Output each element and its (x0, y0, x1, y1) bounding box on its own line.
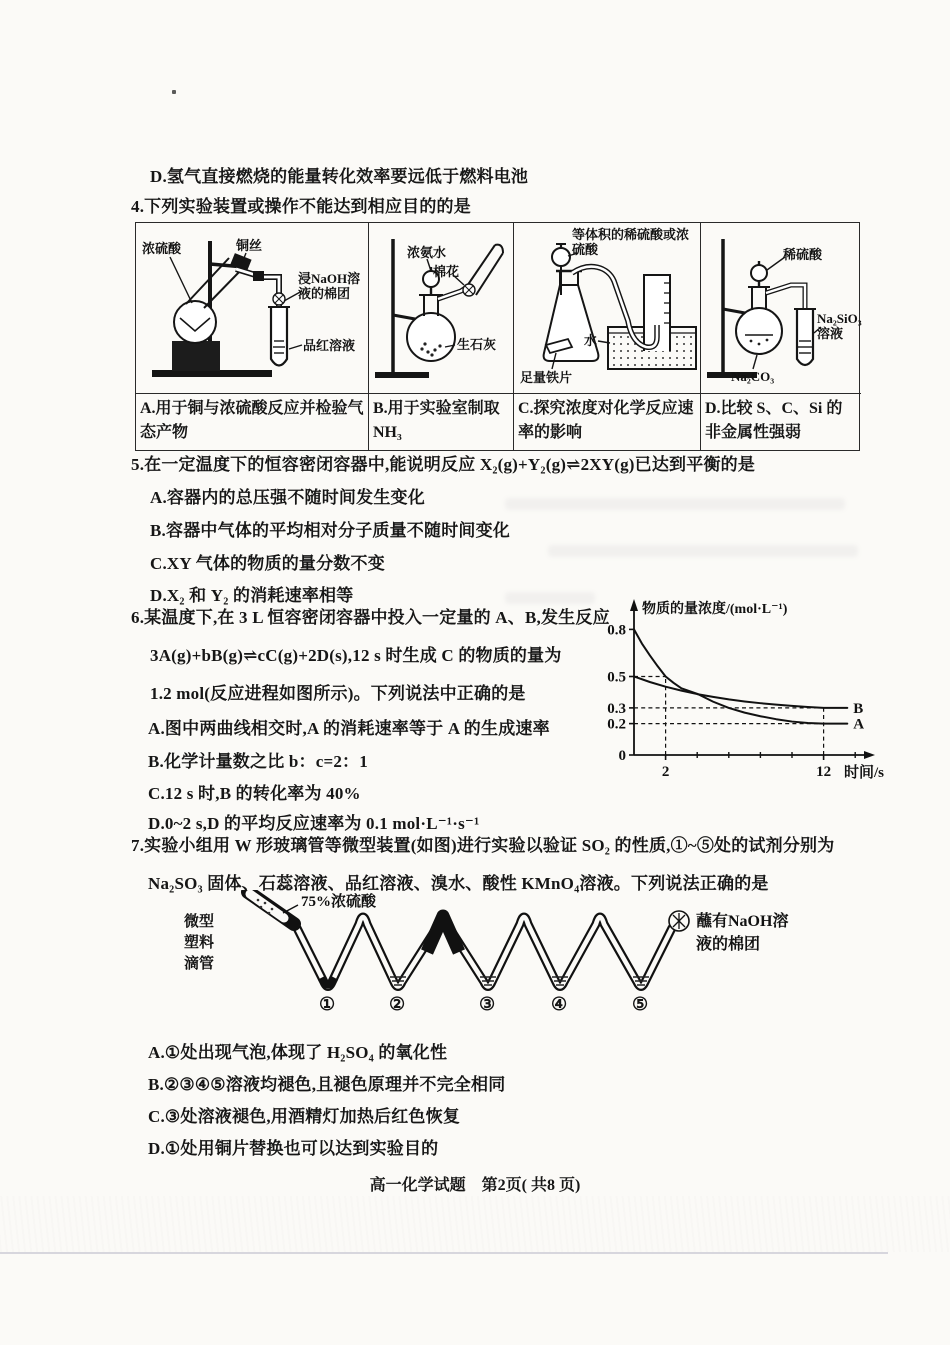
svg-text:0.5: 0.5 (607, 669, 626, 686)
wtube-position-1: ① (319, 994, 336, 1014)
q4-cell-b (369, 223, 514, 393)
label-sodium-silicate-solution: Na₂SiO₃溶液 (817, 311, 862, 342)
q6-option-b: B.化学计量数之比 b：c=2：1 (148, 752, 368, 771)
q6-option-c: C.12 s 时,B 的转化率为 40% (148, 784, 361, 803)
scan-edge-line (0, 1252, 888, 1254)
svg-text:时间/s: 时间/s (844, 765, 885, 781)
q4-cell-c (514, 223, 701, 393)
q7-wtube-diagram (180, 890, 880, 1030)
label-equal-volume-acid: 等体积的稀硫酸或浓硫酸 (572, 227, 690, 258)
q3-option-d: D.氢气直接燃烧的能量转化效率要远低于燃料电池 (150, 167, 529, 186)
apparatus-d-drawing (701, 223, 861, 393)
bleedthrough-ghost (505, 498, 845, 510)
label-micro-plastic-dropper: 微型塑料滴管 (184, 914, 215, 972)
wtube-position-4: ④ (551, 994, 568, 1014)
q4-apparatus-table (135, 222, 860, 451)
q7-stem-line1: 7.实验小组用 W 形玻璃管等微型装置(如图)进行实验以验证 SO₂ 的性质,①~⑤处的试剂分别为 (131, 836, 835, 855)
q6-chart-svg (598, 593, 898, 798)
svg-text:物质的量浓度/(mol·L⁻¹): 物质的量浓度/(mol·L⁻¹) (642, 602, 788, 617)
svg-text:0.2: 0.2 (607, 716, 626, 733)
label-naoh-cotton-plug: 蘸有NaOH溶液的棉团 (696, 913, 789, 953)
svg-text:B: B (853, 700, 864, 717)
label-cotton: 棉花 (433, 264, 460, 279)
q7-stem-line2: Na₂SO₃ 固体、石蕊溶液、品红溶液、溴水、酸性 KMnO₄溶液。下列说法正确的是 (148, 874, 769, 893)
q7-option-a: A.①处出现气泡,体现了 H₂SO₄ 的氧化性 (148, 1043, 448, 1062)
wtube-position-2: ② (389, 994, 406, 1014)
label-water: 水 (584, 333, 598, 348)
bleedthrough-ghost (505, 592, 595, 604)
label-75-percent-acid: 75%浓硫酸 (301, 894, 377, 910)
q4-cell-a (136, 223, 369, 393)
label-naoh-cotton: 浸NaOH溶液的棉团 (298, 271, 361, 302)
page-footer: 高一化学试题 第2页( 共8 页) (369, 1177, 581, 1194)
label-excess-iron: 足量铁片 (520, 370, 573, 385)
q4-caption-b: B.用于实验室制取NH₃ (369, 393, 514, 450)
q4-stem: 4.下列实验装置或操作不能达到相应目的的是 (131, 197, 471, 216)
svg-text:12: 12 (816, 764, 832, 780)
label-quicklime: 生石灰 (457, 337, 497, 352)
svg-text:0.3: 0.3 (607, 700, 626, 717)
wtube-position-5: ⑤ (632, 994, 649, 1014)
svg-text:0: 0 (618, 748, 626, 764)
q6-chart (598, 593, 898, 798)
q4-caption-c: C.探究浓度对化学反应速率的影响 (514, 393, 701, 450)
q4-caption-a: A.用于铜与浓硫酸反应并检验气态产物 (136, 393, 369, 450)
wtube-position-3: ③ (479, 994, 496, 1014)
q6-stem-line2: 3A(g)+bB(g)⇌cC(g)+2D(s),12 s 时生成 C 的物质的量为 (150, 646, 562, 665)
q5-stem: 5.在一定温度下的恒容密闭容器中,能说明反应 X₂(g)+Y₂(g)⇌2XY(g)已达到平衡的是 (131, 455, 756, 474)
label-fuchsin-solution: 品红溶液 (303, 338, 356, 353)
svg-text:2: 2 (661, 764, 670, 780)
q5-option-c: C.XY 气体的物质的量分数不变 (150, 554, 385, 573)
label-concentrated-sulfuric-acid: 浓硫酸 (142, 241, 182, 256)
q6-option-d: D.0~2 s,D 的平均反应速率为 0.1 mol·L⁻¹·s⁻¹ (148, 814, 480, 833)
q5-option-b: B.容器中气体的平均相对分子质量不随时间变化 (150, 521, 510, 540)
q7-option-d: D.①处用铜片替换也可以达到实验目的 (148, 1139, 439, 1158)
bleedthrough-ghost (548, 545, 858, 557)
q5-option-a: A.容器内的总压强不随时间发生变化 (150, 488, 425, 507)
label-dilute-sulfuric-acid: 稀硫酸 (783, 247, 823, 262)
q7-option-b: B.②③④⑤溶液均褪色,且褪色原理并不完全相同 (148, 1075, 506, 1094)
q4-caption-d: D.比较 S、C、Si 的非金属性强弱 (701, 393, 861, 450)
q4-cell-d (701, 223, 861, 393)
q6-stem-line3: 1.2 mol(反应进程如图所示)。下列说法中正确的是 (150, 684, 526, 703)
q5-option-d: D.X₂ 和 Y₂ 的消耗速率相等 (150, 586, 354, 605)
label-sodium-carbonate: Na₂CO₃ (731, 369, 775, 384)
label-concentrated-ammonia: 浓氨水 (407, 245, 447, 260)
scan-texture-band (0, 1196, 950, 1252)
q6-option-a: A.图中两曲线相交时,A 的消耗速率等于 A 的生成速率 (148, 719, 550, 738)
q6-stem-line1: 6.某温度下,在 3 L 恒容密闭容器中投入一定量的 A、B,发生反应 (131, 608, 610, 627)
svg-text:A: A (853, 716, 865, 733)
label-copper-wire: 铜丝 (236, 238, 263, 253)
svg-text:0.8: 0.8 (607, 622, 626, 639)
scan-artifact-dot (172, 90, 176, 94)
q7-option-c: C.③处溶液褪色,用酒精灯加热后红色恢复 (148, 1107, 461, 1126)
